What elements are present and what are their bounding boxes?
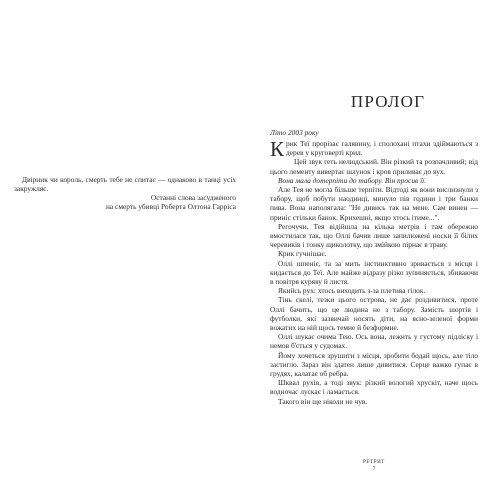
page-number: 7 xyxy=(372,466,376,472)
paragraph-5: Регочучи, Тея відійшла на кілька метрів і там обережно вмостилася так, що Оллі бачив лише запилюжені носки її білих черевиків і тонку щиколотку, що змійкою пірнає в траву. xyxy=(270,221,478,250)
paragraph-2: Цей звук геть нелюдський. Він різкий та розпачливий; від цього лементу вивертає шлунок і кров приливає до вух. xyxy=(270,157,478,176)
epigraph-attribution-line1: Останні слова засудженого xyxy=(150,193,236,202)
paragraph-3: Вона мала дотерпіти до табору. Він просив її. xyxy=(278,175,427,185)
paragraph-1 xyxy=(270,137,478,161)
epigraph-attribution-line2: на смерть убивці Роберта Олтона Гарріса xyxy=(105,202,236,211)
paragraph-11: Йому хочеться зрушити з місця, зробити бодай щось, але тіло застигло. Зараз він здатен лише дивитися. Серце важко гупає в грудях, калатає об ребра. xyxy=(270,350,478,379)
paragraph-4: Але Тея не могла більше терпіти. Відтоді як вони вислизнули з табору, щоб побути наодинці, минуло пів години і три банки пива. Вона наполягала: "Не дивись так на мене. Сам винен — приніс стільки банок. Крихешні, якщо хтось ітиме...". xyxy=(270,185,478,222)
paragraph-10: Оллі шукає очима Тею. Ось вона, лежить у густому підліску і немов б'ється у судомах. xyxy=(270,332,478,351)
epigraph xyxy=(14,175,236,211)
right-page xyxy=(250,0,500,500)
running-footer: РЕТРИТ xyxy=(363,460,385,465)
page-footer xyxy=(270,460,478,472)
paragraph-9: Тінь скелі, тезки цього острова, не дає роздивитися, проте Оллі бачить, що це людина не з табору. Замість шортів і футболки, які зазвичай носять діти, на ясно-зеленої форми вожатих на ній щось темне й безформне. xyxy=(270,295,478,333)
chapter-dateline: Літо 2003 року xyxy=(270,128,319,137)
paragraph-1-text: рик Теї прорізає галявину, і сполохані птахи здіймаються з дерев у круговерті крил. xyxy=(286,139,478,158)
paragraph-12: Шквал рухів, а тоді звук: різкий вологий хрускіт, наче щось водночас лускає і ламається. xyxy=(270,378,478,397)
drop-cap: К xyxy=(270,137,285,161)
paragraph-13: Такого він ще ніколи не чув. xyxy=(278,396,368,406)
paragraph-7: Оллі шпеніє, та за мить інстинктивно зривається з місця і кидається до Теї. Але майже відразу різко зупиняється, збиваючи в повітря куряву й листя. xyxy=(270,258,478,287)
chapter-body xyxy=(270,139,478,406)
chapter-title: ПРОЛОГ xyxy=(350,92,426,111)
paragraph-8: Якийсь рух: хтось виходить з-за плетива гілок. xyxy=(278,286,426,296)
paragraph-6: Крик гучнішає. xyxy=(278,249,327,259)
epigraph-quote: Двірник чи король, смерть тебе не спитає — однаково в танці усіх закружляє. xyxy=(14,175,236,193)
